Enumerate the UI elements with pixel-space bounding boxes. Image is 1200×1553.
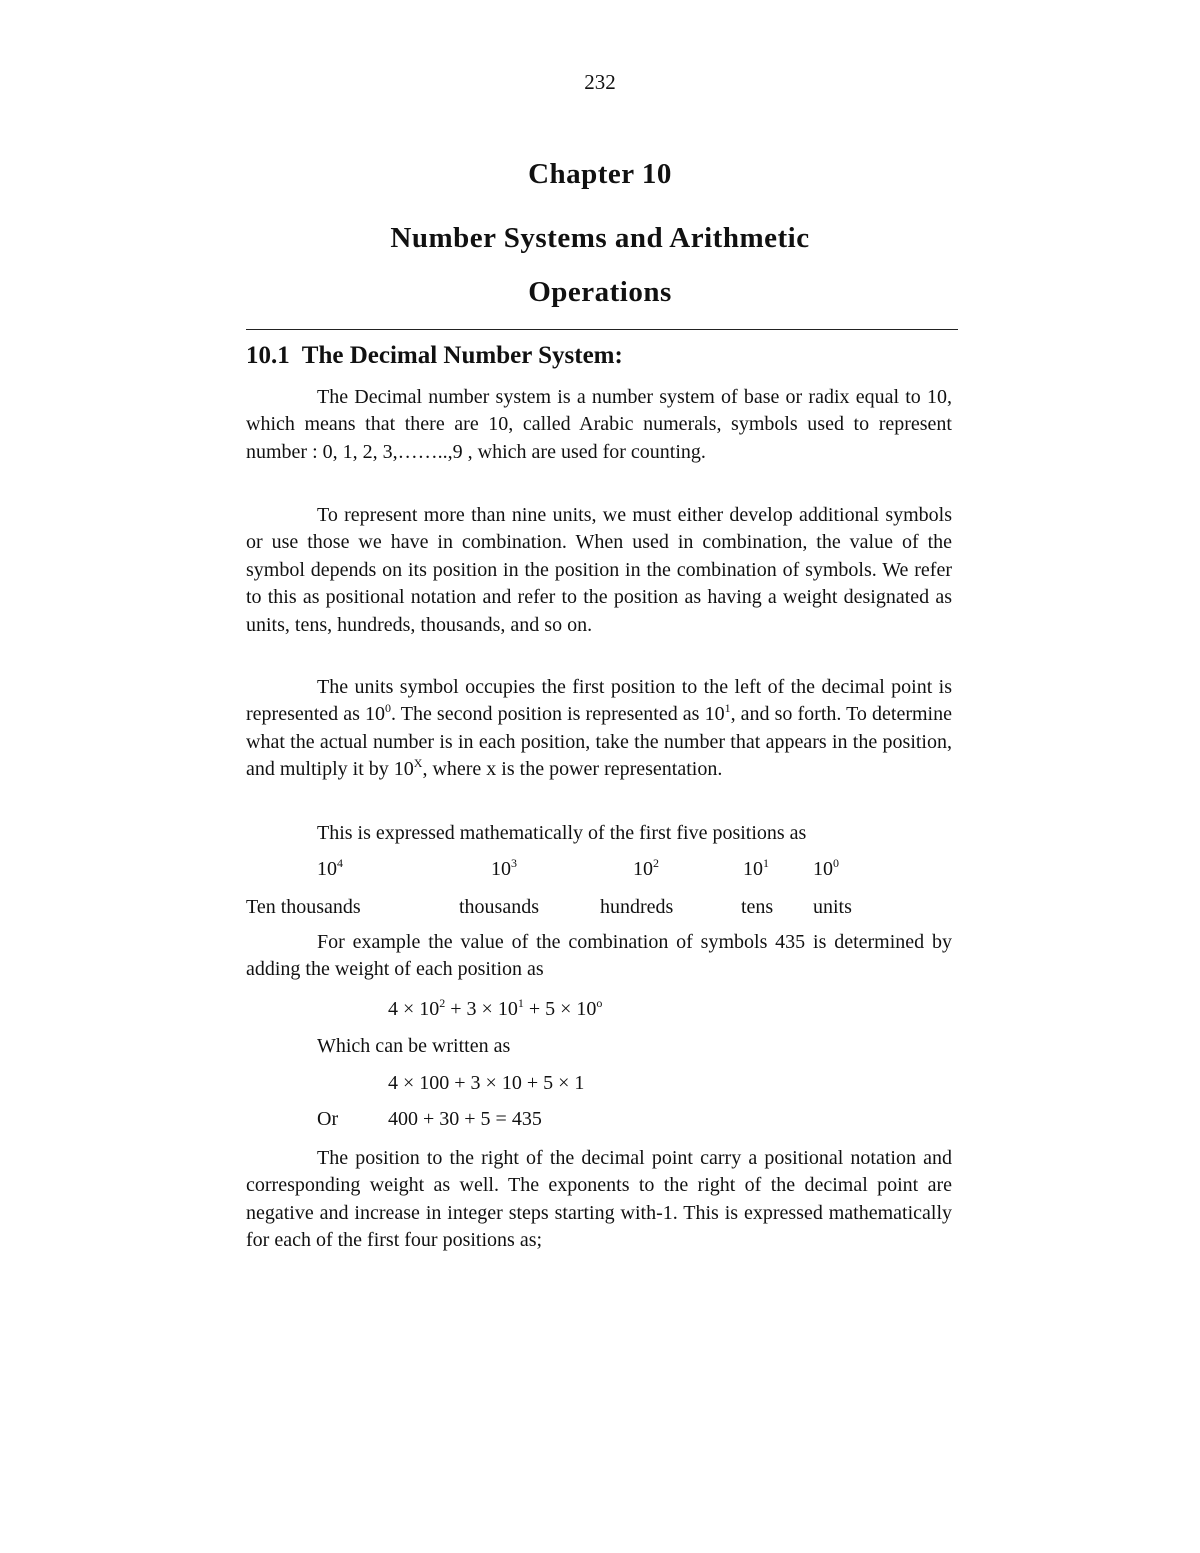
chapter-subtitle-line-2: Operations xyxy=(528,276,672,308)
paragraph-units-position: The units symbol occupies the first position to the left of the decimal point is represented as $10^0$. The second position is represented as $10^1$, and so forth. To determine what the actual number is in each position, take the number that appears in the position, and multiply it by $10^X$, where x is the power representation. xyxy=(246,676,952,781)
page-number: 232 xyxy=(584,70,616,94)
equation-result: 400 + 30 + 5 = 435 xyxy=(388,1108,542,1130)
power-10-3: $10^3$ xyxy=(491,856,517,880)
paragraph-first-five-positions: This is expressed mathematically of the first five positions as xyxy=(317,822,807,844)
paragraph-example-435: For example the value of the combination of symbols 435 is determined by adding the weight of each position as xyxy=(246,931,952,981)
position-name-ten-thousands: Ten thousands xyxy=(246,896,361,918)
equation-weighted-sum: $4 \times 10^2 + 3 \times 10^1 + 5 \times 10^o$ xyxy=(388,996,603,1020)
chapter-title: Chapter 10 xyxy=(528,158,672,190)
position-name-tens: tens xyxy=(741,896,774,918)
paragraph-decimal-definition: The Decimal number system is a number system of base or radix equal to 10, which means that there are 10, called Arabic numerals, symbols used to represent number : 0, 1, 2, 3,……..,9 , which are used for counting. xyxy=(246,386,952,463)
power-10-0: $10^0$ xyxy=(813,856,839,880)
paragraph-right-of-decimal: The position to the right of the decimal point carry a positional notation and corresponding weight as well. The exponents to the right of the decimal point are negative and increase in integer steps starting with-1. This is expressed mathematically for each of the first four positions as; xyxy=(246,1147,952,1252)
horizontal-rule xyxy=(246,329,958,330)
power-10-1: $10^1$ xyxy=(743,856,769,880)
position-name-thousands: thousands xyxy=(459,896,539,918)
position-name-units: units xyxy=(813,896,852,918)
chapter-subtitle-line-1: Number Systems and Arithmetic xyxy=(390,222,810,254)
paragraph-which-can-be-written: Which can be written as xyxy=(317,1035,511,1057)
position-name-hundreds: hundreds xyxy=(600,896,674,918)
paragraph-positional-notation: To represent more than nine units, we must either develop additional symbols or use those we have in combination. When used in combination, the value of the symbol depends on its position in the position in the combination of symbols. We refer to this as positional notation and refer to the position as having a weight designated as units, tens, hundreds, thousands, and so on. xyxy=(246,504,952,636)
power-10-4: $10^4$ xyxy=(317,856,343,880)
equation-or-label: Or xyxy=(317,1108,339,1130)
section-heading: 10.1 The Decimal Number System: xyxy=(246,342,623,369)
power-10-2: $10^2$ xyxy=(633,856,659,880)
equation-expanded: 4 × 100 + 3 × 10 + 5 × 1 xyxy=(388,1072,585,1094)
